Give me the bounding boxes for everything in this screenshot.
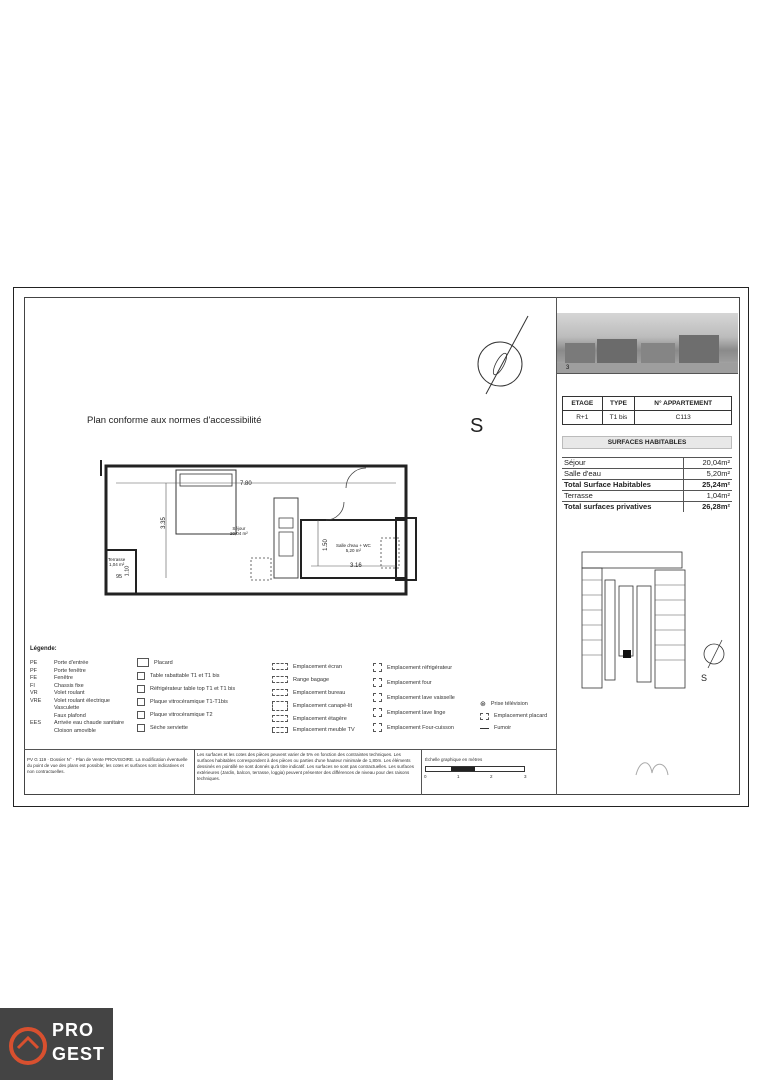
room-terrace [108, 557, 125, 567]
building-silhouette [557, 313, 738, 373]
legend-label: Prise télévision [490, 701, 528, 707]
legal-note-middle: Les surfaces et les cotes des pièces peuvent varier de 5% en fonction des contraintes techniques. Les surfaces habitables correspondent à des pièces ou parties d'une hauteur minimale de 1,80m. Les éléments dessinés en pointillé ne sont donnés qu'à titre indicatif. Les surfaces ne sont pas contractuelles. Les surfaces extérieures (Jardin, balcon, terrasse, loggia) peuvent présenter des différences de niveau pour des raisons techniques. [197, 752, 414, 781]
brand-line-1: PRO [52, 1020, 95, 1040]
luggage-rack-icon [272, 676, 288, 683]
table-icon [137, 672, 145, 680]
header-type: TYPE [602, 397, 635, 411]
surface-label: Terrasse [562, 491, 684, 502]
legend-label: Plaque vitrocéramique T2 [150, 711, 213, 718]
header-etage: ETAGE [563, 397, 603, 411]
legend-label: Cloison amovible [54, 727, 96, 734]
bottom-strip-rule [24, 749, 556, 750]
scale-tick: 2 [490, 774, 493, 779]
dishwasher-spot-icon [373, 693, 382, 702]
surface-label: Salle d'eau [562, 469, 684, 480]
surface-value: 20,04m² [684, 458, 733, 469]
dim-terrace-depth: 1.10 [124, 565, 131, 577]
legend-label: Emplacement placard [494, 713, 548, 719]
legend-label: Emplacement lave linge [387, 709, 446, 716]
legend-title: Légende: [30, 646, 57, 652]
legend-label: Emplacement meuble TV [293, 727, 355, 733]
legend-label: Emplacement Four-cuisson [387, 724, 454, 731]
legend-label: Placard [154, 659, 173, 666]
scale-segment [500, 767, 525, 771]
dim-depth: 3.35 [160, 517, 167, 529]
floor-plan [96, 458, 426, 603]
legend-code: PE [30, 660, 38, 666]
cooker-spot-icon [373, 723, 382, 732]
room-terrace-label: Terrasse [108, 557, 126, 562]
surface-row [562, 458, 732, 469]
legend-label: Faux plafond [54, 712, 86, 719]
bottom-strip-divider [421, 749, 422, 795]
legend-label: Réfrigérateur table top T1 et T1 bis [150, 685, 236, 692]
legend-col1 [30, 660, 124, 735]
oven-spot-icon [373, 678, 382, 687]
site-compass-icon [700, 638, 730, 670]
legend-label: Fenêtre [54, 675, 73, 681]
legend-label: Emplacement lave vaisselle [387, 694, 455, 701]
desk-icon [272, 689, 288, 696]
legend-label: Emplacement bureau [293, 689, 346, 696]
brand-line-2: GEST [52, 1044, 106, 1064]
legend-col5 [480, 698, 547, 734]
room-sejour [230, 526, 248, 536]
legend-label: Emplacement étagère [293, 715, 347, 722]
towel-dryer-icon [137, 724, 145, 732]
legend-label: Sèche serviette [150, 724, 188, 731]
legend-code: EES [30, 720, 42, 726]
closet-spot-icon [480, 713, 489, 720]
shelf-icon [272, 715, 288, 722]
building-photo [557, 313, 738, 374]
legend-label: Vasculette [54, 705, 80, 711]
legend-col3 [272, 660, 355, 735]
legend-code: VRE [30, 697, 42, 704]
legend-label: Emplacement four [387, 679, 432, 686]
surface-value: 1,04m² [684, 491, 733, 502]
plan-title: Plan conforme aux normes d'accessibilité [87, 415, 262, 426]
surfaces-title: SURFACES HABITABLES [562, 436, 732, 449]
value-type: T1 bis [602, 411, 635, 425]
placard-icon [137, 658, 149, 667]
dim-width: 7.80 [240, 481, 252, 487]
value-etage: R+1 [563, 411, 603, 425]
scale-segment [475, 767, 500, 771]
scale-tick: 1 [457, 774, 460, 779]
room-bath [336, 543, 371, 553]
fridge-icon [137, 685, 145, 693]
header-apartment: N° APPARTEMENT [635, 397, 732, 411]
progest-logo [0, 1008, 113, 1080]
orientation-label: S [470, 415, 484, 437]
surface-row [562, 469, 732, 480]
smoke-line-icon [480, 728, 489, 729]
surfaces-table [562, 457, 732, 512]
legend-label: Table rabattable T1 et T1 bis [150, 672, 220, 679]
fridge-spot-icon [373, 663, 382, 672]
tv-socket-icon: ⊛ [480, 701, 486, 708]
legend-code: FE [30, 675, 38, 681]
surface-label: Total surfaces privatives [562, 502, 684, 513]
legend-label: Porte d'entrée [54, 660, 89, 666]
scale-label: Échelle graphique en mètres [425, 757, 483, 762]
room-sejour-label: Séjour [232, 526, 246, 531]
legend-code: VR [30, 690, 38, 696]
legend-label: Volet roulant électrique [54, 697, 110, 704]
legend-label: Range bagage [293, 676, 330, 683]
legal-note-left: PV G 119 · Dossier N° · Plan de Vente PROVISOIRE. La modification éventuelle du point de vue des plans est possible; les cotes et surfaces sont indicatives et non contractuelles. [27, 757, 188, 774]
surface-label: Séjour [562, 458, 684, 469]
room-bath-label: Salle d'eau + WC [336, 543, 371, 548]
dim-bath-width: 3.16 [350, 563, 362, 569]
legend-label: Emplacement canapé-lit [293, 702, 353, 709]
surface-value: 26,28m² [684, 502, 733, 513]
surface-row [562, 502, 732, 513]
scale-tick: 0 [424, 774, 427, 779]
scale-bar [425, 766, 525, 772]
apartment-info-table [562, 396, 732, 425]
legend-label: Chassis fixe [54, 682, 84, 689]
site-plan [577, 550, 697, 690]
legend-label: Emplacement réfrigérateur [387, 664, 453, 671]
room-terrace-area: 1,04 m² [109, 562, 125, 567]
legend-label: Volet roulant [54, 690, 85, 696]
surface-row [562, 480, 732, 491]
scale-segment [426, 767, 451, 771]
screen-icon [272, 663, 288, 670]
sofa-bed-icon [272, 701, 288, 711]
washer-spot-icon [373, 708, 382, 717]
scale-segment [451, 767, 476, 771]
scale-tick: 3 [524, 774, 527, 779]
legend-label: Fumoir [494, 725, 512, 731]
legend-label: Porte fenêtre [54, 667, 86, 674]
legend-col2 [137, 656, 235, 734]
dim-bath-depth: 1.50 [322, 539, 329, 551]
surface-label: Total Surface Habitables [562, 480, 684, 491]
surface-value: 25,24m² [684, 480, 733, 491]
legend-label: Emplacement écran [293, 663, 342, 670]
surface-row [562, 491, 732, 502]
hob-icon [137, 698, 145, 706]
legend-label: Arrivée eau chaude sanitaire [54, 720, 125, 726]
legend-col4 [373, 660, 455, 735]
tv-unit-icon [272, 727, 288, 733]
bottom-strip-divider [194, 749, 195, 795]
surface-value: 5,20m² [684, 469, 733, 480]
legend-code [30, 713, 50, 721]
legend-code: FI [30, 682, 35, 689]
photo-caption: 3 [566, 365, 570, 371]
room-sejour-area: 20,04 m² [230, 531, 248, 536]
legend-label: Plaque vitrocéramique T1-T1bis [150, 698, 228, 705]
compass-icon [470, 312, 536, 398]
room-bath-area: 5,20 m² [345, 548, 362, 553]
site-orientation-label: S [701, 673, 708, 683]
legend-code [30, 728, 50, 736]
legend-code [30, 705, 50, 713]
legend-code: PF [30, 667, 38, 674]
value-apartment: C113 [635, 411, 732, 425]
dim-terrace-width: 95 [116, 574, 123, 580]
developer-logo-mark [630, 755, 674, 783]
house-key-icon [8, 1022, 48, 1066]
hob-icon [137, 711, 145, 719]
